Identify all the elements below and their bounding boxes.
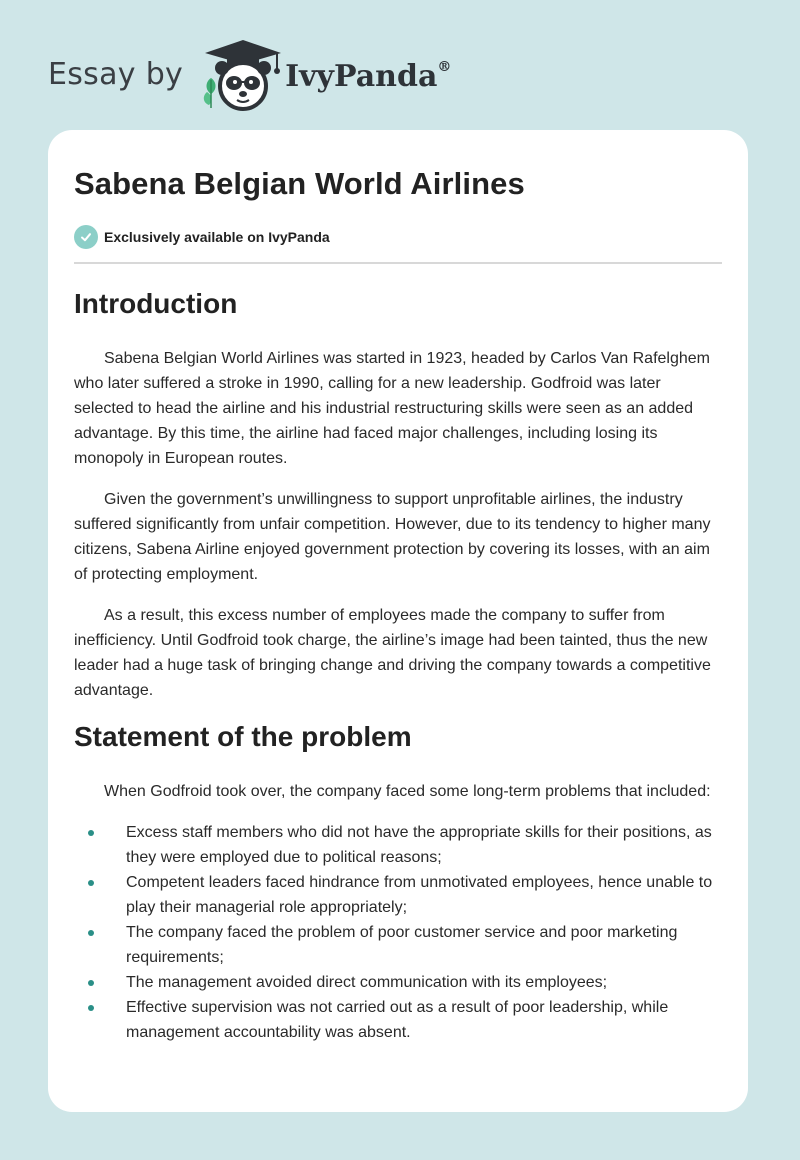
- problem-list: [74, 820, 722, 1045]
- bullet-icon: [88, 930, 94, 936]
- section-heading-introduction: Introduction: [74, 288, 238, 319]
- list-item: [74, 820, 722, 870]
- check-icon: [74, 225, 98, 249]
- site-header: [48, 36, 451, 112]
- bullet-icon: [88, 880, 94, 886]
- section-heading-statement: Statement of the problem: [74, 721, 412, 752]
- essay-card: [48, 130, 748, 1112]
- paragraph: As a result, this excess number of employees made the company to suffer from inefficiency. Until Godfroid took charge, the airline’s image had been tainted, thus the new leader had a huge task of bringing change and driving the company towards a competitive advantage.: [74, 607, 711, 699]
- list-item-text: Competent leaders faced hindrance from unmotivated employees, hence unable to play their managerial role appropriately;: [126, 874, 713, 916]
- list-item: [74, 995, 722, 1045]
- bullet-icon: [88, 830, 94, 836]
- panda-logo-icon[interactable]: [197, 36, 289, 112]
- list-item-text: Effective supervision was not carried out as a result of poor leadership, while management accountability was absent.: [126, 999, 669, 1041]
- title-divider: [74, 262, 722, 264]
- list-item: [74, 870, 722, 920]
- essay-by-label: Essay by: [48, 56, 184, 92]
- badge-text: Exclusively available on IvyPanda: [104, 229, 330, 245]
- list-item-text: The management avoided direct communication with its employees;: [126, 974, 608, 991]
- list-item-text: The company faced the problem of poor customer service and poor marketing requirements;: [126, 924, 678, 966]
- list-item: [74, 920, 722, 970]
- brand-name[interactable]: [285, 59, 451, 94]
- registered-mark: ®: [437, 58, 452, 75]
- page-title: Sabena Belgian World Airlines: [74, 166, 525, 201]
- paragraph: When Godfroid took over, the company faced some long-term problems that included:: [104, 783, 711, 800]
- paragraph: Given the government’s unwillingness to support unprofitable airlines, the industry suffered significantly from unfair competition. However, due to its tendency to higher many citizens, Sabena Airline enjoyed government protection by covering its losses, with an aim of protecting employment.: [74, 491, 711, 583]
- bullet-icon: [88, 1005, 94, 1011]
- brand-text: IvyPanda: [285, 58, 438, 94]
- list-item: [74, 970, 722, 995]
- bullet-icon: [88, 980, 94, 986]
- exclusive-badge: [74, 224, 722, 250]
- list-item-text: Excess staff members who did not have the appropriate skills for their positions, as they were employed due to political reasons;: [126, 824, 712, 866]
- paragraph: Sabena Belgian World Airlines was started in 1923, headed by Carlos Van Rafelghem who later suffered a stroke in 1990, calling for a new leadership. Godfroid was later selected to head the airline and his industrial restructuring skills were seen as an added advantage. By this time, the airline had faced major challenges, including losing its monopoly in European routes.: [74, 350, 710, 467]
